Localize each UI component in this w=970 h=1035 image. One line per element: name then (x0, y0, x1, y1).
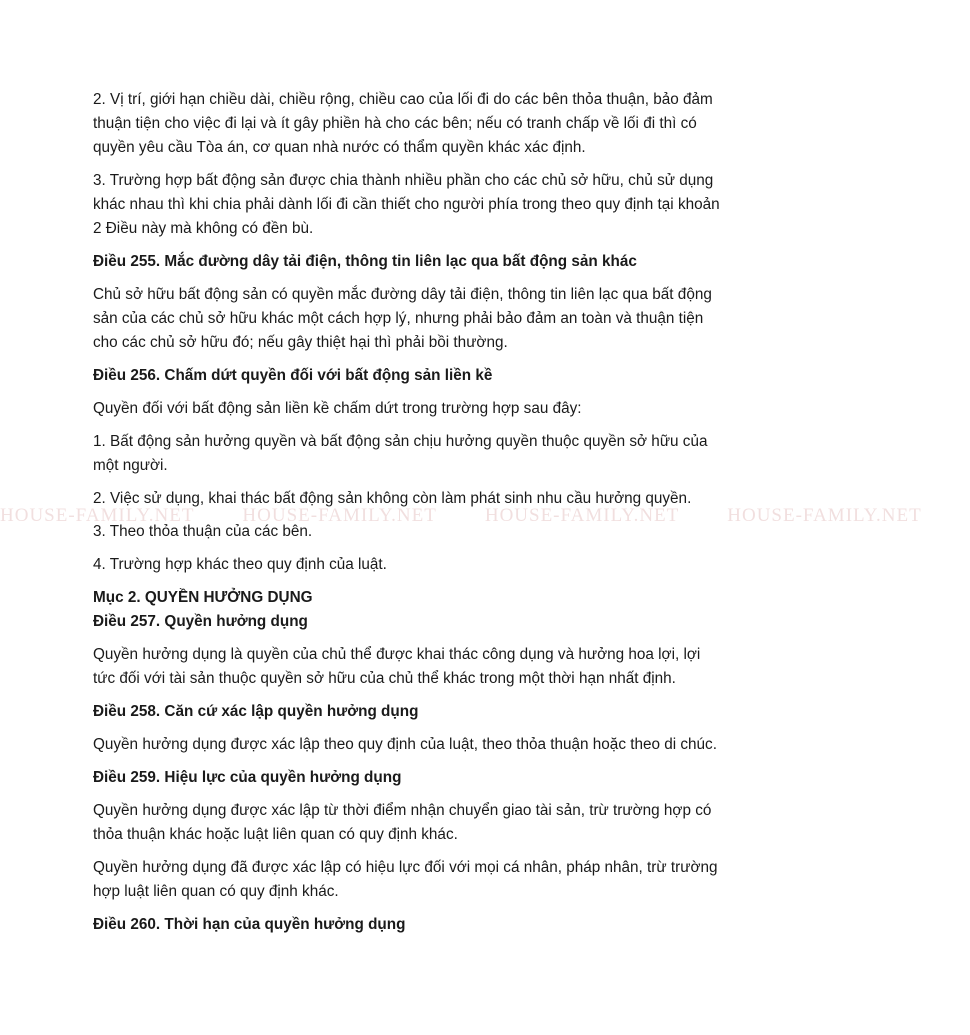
paragraph-art256-clause3: 3. Theo thỏa thuận của các bên. (93, 523, 313, 540)
article-heading-256: Điều 256. Chấm dứt quyền đối với bất động sản liền kề (93, 367, 493, 384)
watermark-text: HOUSE-FAMILY.NET (727, 505, 922, 526)
paragraph-art254-clause3: 3. Trường hợp bất động sản được chia thành nhiều phần cho các chủ sở hữu, chủ sử dụng khác nhau thì khi chia phải dành lối đi cần thiết cho người phía trong theo quy định tại khoản 2 Điều này mà không có đền bù. (93, 172, 720, 237)
paragraph-art256-intro: Quyền đối với bất động sản liền kề chấm dứt trong trường hợp sau đây: (93, 400, 582, 417)
article-heading-259: Điều 259. Hiệu lực của quyền hưởng dụng (93, 769, 402, 786)
article-heading-260: Điều 260. Thời hạn của quyền hưởng dụng (93, 916, 406, 933)
article-heading-258: Điều 258. Căn cứ xác lập quyền hưởng dụng (93, 703, 419, 720)
paragraph-art256-clause4: 4. Trường hợp khác theo quy định của luật. (93, 556, 387, 573)
article-heading-257: Điều 257. Quyền hưởng dụng (93, 613, 308, 630)
article-heading-255: Điều 255. Mắc đường dây tải điện, thông tin liên lạc qua bất động sản khác (93, 253, 637, 270)
paragraph-art259-2: Quyền hưởng dụng đã được xác lập có hiệu lực đối với mọi cá nhân, pháp nhân, trừ trường hợp luật liên quan có quy định khác. (93, 859, 718, 900)
watermark-text: HOUSE-FAMILY.NET (484, 505, 680, 526)
section-heading-muc2: Mục 2. QUYỀN HƯỞNG DỤNG (93, 589, 313, 606)
watermark-text: HOUSE-FAMILY.NET (242, 505, 437, 526)
paragraph-art258: Quyền hưởng dụng được xác lập theo quy định của luật, theo thỏa thuận hoặc theo di chúc. (93, 736, 717, 753)
paragraph-art255: Chủ sở hữu bất động sản có quyền mắc đường dây tải điện, thông tin liên lạc qua bất động sản của các chủ sở hữu khác một cách hợp lý, nhưng phải bảo đảm an toàn và thuận tiện cho các chủ sở hữu đó; nếu gây thiệt hại thì phải bồi thường. (93, 286, 712, 351)
paragraph-art256-clause1: 1. Bất động sản hưởng quyền và bất động sản chịu hưởng quyền thuộc quyền sở hữu của một người. (93, 433, 708, 474)
paragraph-art256-clause2: 2. Việc sử dụng, khai thác bất động sản không còn làm phát sinh nhu cầu hưởng quyền. (93, 490, 692, 507)
document-page (93, 88, 723, 937)
paragraph-art254-clause2: 2. Vị trí, giới hạn chiều dài, chiều rộng, chiều cao của lối đi do các bên thỏa thuận, bảo đảm thuận tiện cho việc đi lại và ít gây phiền hà cho các bên; nếu có tranh chấp về lối đi thì có quyền yêu cầu Tòa án, cơ quan nhà nước có thẩm quyền khác xác định. (93, 91, 713, 156)
paragraph-art259-1: Quyền hưởng dụng được xác lập từ thời điểm nhận chuyển giao tài sản, trừ trường hợp có thỏa thuận khác hoặc luật liên quan có quy định khác. (93, 802, 712, 843)
paragraph-art257: Quyền hưởng dụng là quyền của chủ thể được khai thác công dụng và hưởng hoa lợi, lợi tức đối với tài sản thuộc quyền sở hữu của chủ thể khác trong một thời hạn nhất định. (93, 646, 701, 687)
watermark-text: HOUSE-FAMILY.NET (0, 505, 195, 526)
